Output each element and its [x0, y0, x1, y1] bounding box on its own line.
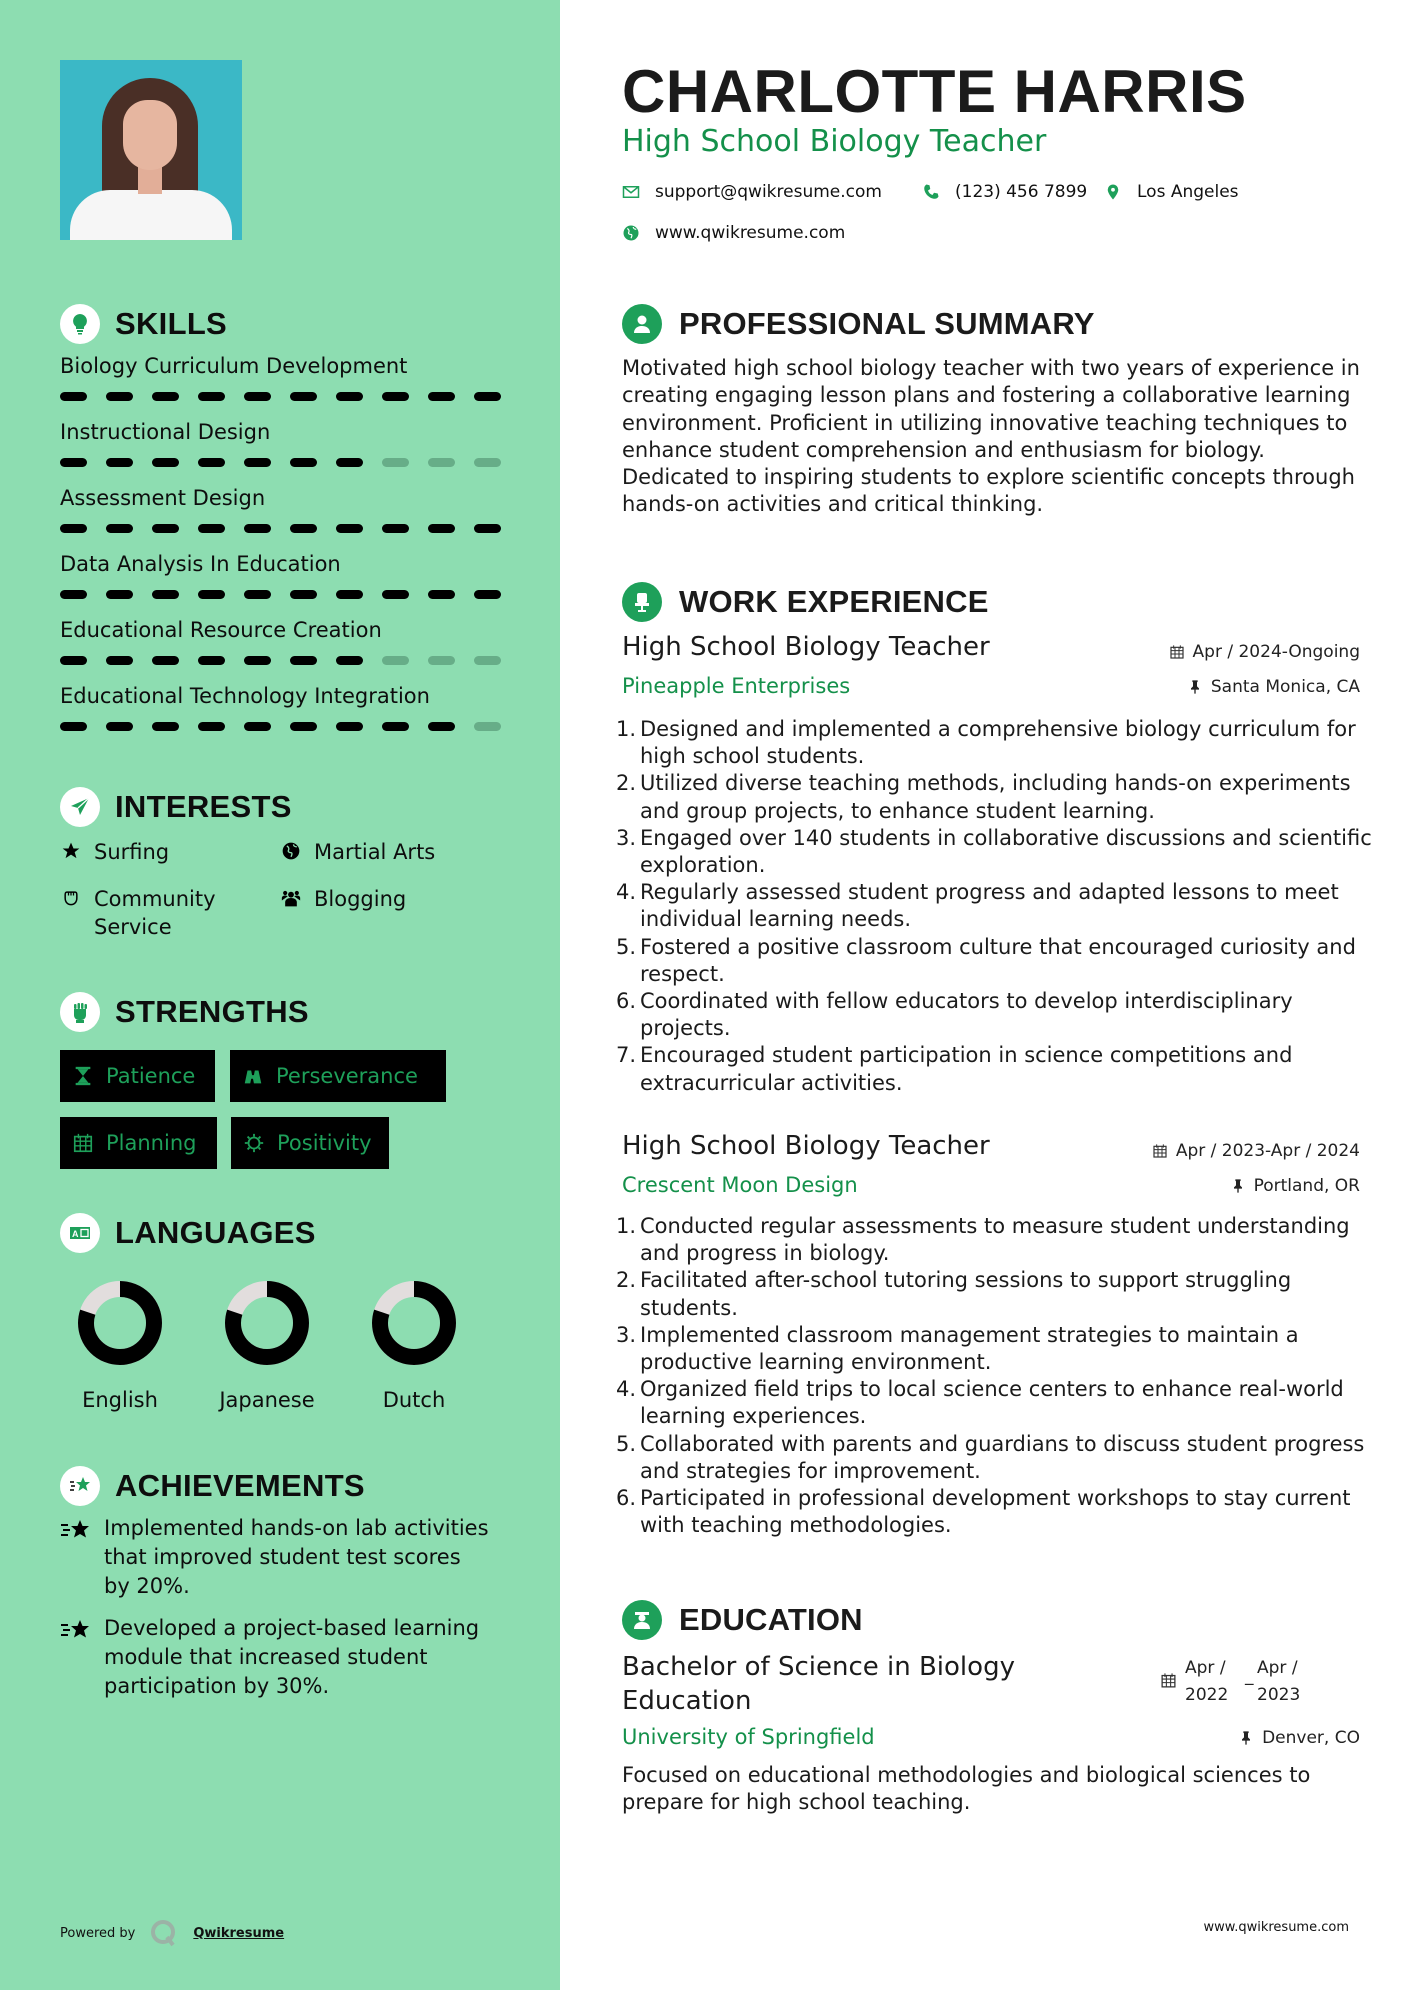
job-title: High School Biology Teacher — [622, 632, 990, 662]
strength-tag — [60, 1050, 215, 1102]
shooting-star-icon — [60, 1466, 100, 1506]
summary-heading — [622, 304, 1095, 344]
language-label: English — [82, 1388, 158, 1412]
users-icon — [280, 885, 302, 908]
contact-website[interactable] — [622, 223, 845, 243]
sun-icon — [243, 1132, 265, 1154]
bullet-text: Organized field trips to local science centers to enhance real-world learning experiences. — [640, 1377, 1344, 1429]
bullet-text: Regularly assessed student progress and adapted lessons to meet individual learning needs. — [640, 880, 1339, 932]
job-bullet — [614, 1431, 1374, 1485]
bullet-number: 1. — [615, 1214, 636, 1238]
education-location-text: Denver, CO — [1262, 1728, 1360, 1748]
job-bullet — [614, 934, 1374, 988]
svg-text:A: A — [72, 1229, 79, 1239]
skill-level-dash — [290, 524, 317, 533]
skill-level-dash — [382, 524, 409, 533]
skill-label: Instructional Design — [60, 420, 271, 444]
strength-label: Perseverance — [276, 1064, 418, 1088]
skill-label: Educational Technology Integration — [60, 684, 430, 708]
skill-level-bar — [60, 392, 506, 401]
job-location-text: Santa Monica, CA — [1210, 677, 1360, 697]
interest-item — [280, 838, 435, 866]
skill-level-dash — [336, 656, 363, 665]
job-bullet — [614, 716, 1374, 770]
skill-level-bar — [60, 458, 506, 467]
skill-level-dash — [198, 722, 225, 731]
skill-level-dash — [382, 458, 409, 467]
job-bullet — [614, 1322, 1374, 1376]
interest-label: Blogging — [314, 887, 407, 911]
globe-icon — [622, 224, 640, 242]
skill-level-dash — [152, 722, 179, 731]
languages-heading — [60, 1213, 316, 1253]
skill-level-dash — [428, 590, 455, 599]
skill-level-dash — [382, 392, 409, 401]
job-bullet — [614, 1042, 1374, 1096]
skill-level-dash — [336, 590, 363, 599]
start-year: 2022 — [1185, 1685, 1229, 1705]
contact-location — [1104, 182, 1239, 202]
job-bullet — [614, 1485, 1374, 1539]
skill-item — [60, 616, 506, 665]
skill-level-dash — [106, 722, 133, 731]
skill-level-dash — [152, 656, 179, 665]
achievement-item — [60, 1614, 490, 1701]
bullet-number: 5. — [615, 934, 636, 959]
strength-label: Patience — [106, 1064, 196, 1088]
strength-tag — [230, 1050, 446, 1102]
interests-heading — [60, 787, 292, 827]
skill-level-dash — [106, 656, 133, 665]
education-heading — [622, 1600, 863, 1640]
education-location — [1238, 1728, 1360, 1748]
end-month: Apr / — [1257, 1658, 1298, 1678]
language-item — [60, 1280, 180, 1412]
skill-level-dash — [106, 458, 133, 467]
skill-level-dash — [60, 524, 87, 533]
skill-level-dash — [428, 524, 455, 533]
achievements-title: ACHIEVEMENTS — [115, 1468, 365, 1503]
skill-level-dash — [244, 524, 271, 533]
skill-level-bar — [60, 590, 506, 599]
translate-icon — [60, 1213, 100, 1253]
skill-level-dash — [152, 458, 179, 467]
interest-item — [60, 838, 169, 866]
job-location — [1230, 1176, 1360, 1196]
job-bullet — [614, 1213, 1374, 1267]
skill-level-dash — [336, 524, 363, 533]
calendar-icon — [1152, 1143, 1168, 1159]
graduate-icon — [622, 1600, 662, 1640]
job-title: High School Biology Teacher — [622, 1131, 990, 1161]
skill-level-dash — [60, 722, 87, 731]
interest-item — [280, 885, 406, 913]
bullet-number: 3. — [615, 1322, 636, 1347]
bullet-text: Designed and implemented a comprehensive biology curriculum for high school students. — [640, 717, 1356, 769]
sidebar — [0, 0, 560, 1990]
job-bullet — [614, 879, 1374, 933]
skill-level-dash — [60, 458, 87, 467]
candidate-role: High School Biology Teacher — [622, 124, 1047, 159]
interest-label: Surfing — [94, 840, 170, 864]
photo-shirt — [70, 190, 232, 240]
skills-title: SKILLS — [115, 306, 228, 341]
bullet-number: 6. — [615, 1486, 636, 1511]
language-item — [207, 1280, 327, 1412]
skill-level-dash — [474, 590, 501, 599]
skill-level-bar — [60, 524, 506, 533]
bullet-number: 1. — [615, 717, 636, 741]
fist-icon — [60, 992, 100, 1032]
skill-level-dash — [60, 656, 87, 665]
pushpin-icon — [1230, 1178, 1246, 1194]
achievement-text: Developed a project-based learning module that increased student participation by 30%. — [104, 1616, 480, 1698]
phone-icon — [922, 183, 940, 201]
skill-level-dash — [474, 722, 501, 731]
interest-item — [60, 885, 260, 941]
education-dates — [1160, 1655, 1317, 1709]
calendar-icon — [1169, 644, 1185, 660]
education-description: Focused on educational methodologies and biological sciences to prepare for high school teaching. — [622, 1763, 1311, 1815]
skill-level-dash — [106, 392, 133, 401]
pushpin-icon — [1238, 1730, 1254, 1746]
language-donut-chart — [371, 1280, 457, 1366]
skill-level-dash — [60, 590, 87, 599]
job-location — [1187, 677, 1360, 697]
shooting-star-icon — [60, 1614, 92, 1646]
job-bullet — [614, 770, 1374, 824]
job-bullet — [614, 1376, 1374, 1430]
bullet-text: Fostered a positive classroom culture that encouraged curiosity and respect. — [640, 934, 1356, 986]
job-dates — [1169, 642, 1360, 662]
skill-level-dash — [382, 722, 409, 731]
bullet-text: Collaborated with parents and guardians to discuss student progress and strategies for improvement. — [640, 1431, 1365, 1483]
powered-by-label: Powered by — [60, 1925, 136, 1941]
website-text: www.qwikresume.com — [655, 223, 846, 243]
job-bullets — [614, 716, 1374, 1097]
bullet-number: 4. — [615, 1377, 636, 1402]
language-donut-chart — [224, 1280, 310, 1366]
bullet-text: Encouraged student participation in science competitions and extracurricular activities. — [640, 1043, 1293, 1095]
skill-level-dash — [152, 392, 179, 401]
experience-title: WORK EXPERIENCE — [679, 584, 989, 619]
shooting-star-icon — [60, 1514, 92, 1546]
skill-level-dash — [474, 458, 501, 467]
job-bullets — [614, 1213, 1374, 1539]
summary-title: PROFESSIONAL SUMMARY — [679, 306, 1095, 341]
skill-item — [60, 484, 506, 533]
job-bullet — [614, 1267, 1374, 1321]
skill-level-dash — [290, 392, 317, 401]
map-pin-icon — [1104, 183, 1122, 201]
skill-level-bar — [60, 656, 506, 665]
skill-level-dash — [198, 656, 225, 665]
skill-item — [60, 352, 506, 401]
skill-level-dash — [290, 722, 317, 731]
phone-text: (123) 456 7899 — [955, 182, 1088, 202]
job-bullet — [614, 825, 1374, 879]
language-label: Japanese — [219, 1388, 315, 1412]
skill-level-dash — [244, 392, 271, 401]
skill-level-dash — [336, 722, 363, 731]
skill-level-dash — [290, 656, 317, 665]
skill-label: Data Analysis In Education — [60, 552, 341, 576]
interests-title: INTERESTS — [115, 789, 292, 824]
bullet-text: Coordinated with fellow educators to develop interdisciplinary projects. — [640, 989, 1293, 1041]
job-location-text: Portland, OR — [1253, 1176, 1360, 1196]
bullet-number: 4. — [615, 880, 636, 905]
skill-level-dash — [106, 590, 133, 599]
education-title: EDUCATION — [679, 1602, 863, 1637]
skill-level-dash — [382, 590, 409, 599]
degree-title: Bachelor of Science in Biology Education — [622, 1652, 1015, 1716]
skill-level-dash — [474, 392, 501, 401]
language-label: Dutch — [382, 1388, 446, 1412]
bullet-text: Facilitated after-school tutoring sessions to support struggling students. — [640, 1268, 1292, 1320]
bullet-number: 2. — [615, 771, 636, 796]
bullet-number: 6. — [615, 989, 636, 1014]
summary-text: Motivated high school biology teacher with two years of experience in creating engaging lesson plans and fostering a collaborative learning environment. Proficient in utilizing innovative teaching techniques to enhance student comprehension and enthusiasm for biology. Dedicated to inspiring students to explore scientific concepts through hands-on activities and critical thinking. — [622, 356, 1360, 517]
bullet-number: 2. — [615, 1268, 636, 1293]
skill-level-dash — [290, 590, 317, 599]
binoculars-icon — [242, 1065, 264, 1087]
email-text: support@qwikresume.com — [655, 182, 882, 202]
profile-photo — [60, 60, 242, 240]
bullet-text: Conducted regular assessments to measure student understanding and progress in biology. — [640, 1214, 1350, 1266]
achievement-item — [60, 1514, 490, 1601]
paper-plane-icon — [60, 787, 100, 827]
job-bullet — [614, 988, 1374, 1042]
lightbulb-icon — [60, 304, 100, 344]
interest-label: Martial Arts — [314, 840, 436, 864]
calendar-icon — [1160, 1672, 1177, 1689]
bullet-text: Utilized diverse teaching methods, including hands-on experiments and group projects, to enhance student learning. — [640, 771, 1351, 823]
pushpin-icon — [1187, 679, 1203, 695]
contact-phone[interactable] — [922, 182, 1087, 202]
globe-icon — [280, 838, 302, 861]
skill-level-dash — [244, 458, 271, 467]
skill-level-dash — [106, 524, 133, 533]
end-year: 2023 — [1257, 1685, 1301, 1705]
job-dates-text: Apr / 2024-Ongoing — [1192, 642, 1360, 662]
skill-item — [60, 682, 506, 731]
strengths-heading — [60, 992, 309, 1032]
skill-item — [60, 418, 506, 467]
languages-title: LANGUAGES — [115, 1215, 316, 1250]
strengths-title: STRENGTHS — [115, 994, 309, 1029]
skill-label: Assessment Design — [60, 486, 266, 510]
skill-level-dash — [474, 524, 501, 533]
skill-level-dash — [290, 458, 317, 467]
contact-email[interactable] — [622, 182, 882, 202]
strength-tag — [60, 1117, 217, 1169]
envelope-icon — [622, 183, 640, 201]
skill-level-dash — [382, 656, 409, 665]
skills-heading — [60, 304, 227, 344]
skill-level-dash — [244, 590, 271, 599]
start-month: Apr / — [1185, 1658, 1226, 1678]
bullet-number: 5. — [615, 1431, 636, 1456]
location-text: Los Angeles — [1137, 182, 1239, 202]
candidate-name: CHARLOTTE HARRIS — [622, 58, 1247, 125]
skill-level-dash — [244, 656, 271, 665]
calendar-icon — [72, 1132, 94, 1154]
skill-level-dash — [198, 524, 225, 533]
skill-level-dash — [428, 458, 455, 467]
job-dates — [1152, 1141, 1360, 1161]
job-dates-text: Apr / 2023-Apr / 2024 — [1175, 1141, 1360, 1161]
user-icon — [622, 304, 662, 344]
skill-item — [60, 550, 506, 599]
skill-level-dash — [428, 656, 455, 665]
strength-tag — [231, 1117, 389, 1169]
skill-level-dash — [336, 458, 363, 467]
photo-face — [123, 100, 177, 170]
strength-label: Planning — [106, 1131, 197, 1155]
skill-level-dash — [428, 392, 455, 401]
company-name: Pineapple Enterprises — [622, 674, 851, 698]
school-name: University of Springfield — [622, 1725, 875, 1749]
skill-level-dash — [152, 524, 179, 533]
bullet-number: 7. — [615, 1043, 636, 1068]
skill-level-dash — [198, 458, 225, 467]
powered-by — [60, 1918, 284, 1948]
strength-label: Positivity — [277, 1131, 372, 1155]
skill-level-dash — [244, 722, 271, 731]
language-donut-chart — [77, 1280, 163, 1366]
achievements-heading — [60, 1466, 365, 1506]
qwikresume-link[interactable]: Qwikresume — [193, 1925, 285, 1941]
skill-level-dash — [60, 392, 87, 401]
skill-label: Educational Resource Creation — [60, 618, 382, 642]
bullet-text: Implemented classroom management strategies to maintain a productive learning environment. — [640, 1322, 1299, 1375]
bullet-text: Engaged over 140 students in collaborative discussions and scientific exploration. — [640, 825, 1372, 878]
interest-label: Community Service — [94, 887, 216, 939]
skill-level-dash — [474, 656, 501, 665]
office-chair-icon — [622, 582, 662, 622]
skill-level-dash — [428, 722, 455, 731]
skill-level-dash — [198, 590, 225, 599]
skill-level-dash — [198, 392, 225, 401]
bullet-number: 3. — [615, 825, 636, 850]
skill-label: Biology Curriculum Development — [60, 354, 408, 378]
date-separator: _ — [1245, 1666, 1254, 1686]
experience-heading — [622, 582, 989, 622]
language-item — [354, 1280, 474, 1412]
skill-level-dash — [336, 392, 363, 401]
qwikresume-logo-icon — [149, 1918, 179, 1948]
skill-level-bar — [60, 722, 506, 731]
star-icon — [60, 838, 82, 861]
hand-icon — [60, 885, 82, 908]
company-name: Crescent Moon Design — [622, 1173, 858, 1197]
footer-website[interactable]: www.qwikresume.com — [1203, 1920, 1349, 1935]
achievement-text: Implemented hands-on lab activities that improved student test scores by 20%. — [104, 1516, 489, 1598]
hourglass-icon — [72, 1065, 94, 1087]
skill-level-dash — [152, 590, 179, 599]
bullet-text: Participated in professional development workshops to stay current with teaching methodologies. — [640, 1486, 1351, 1538]
